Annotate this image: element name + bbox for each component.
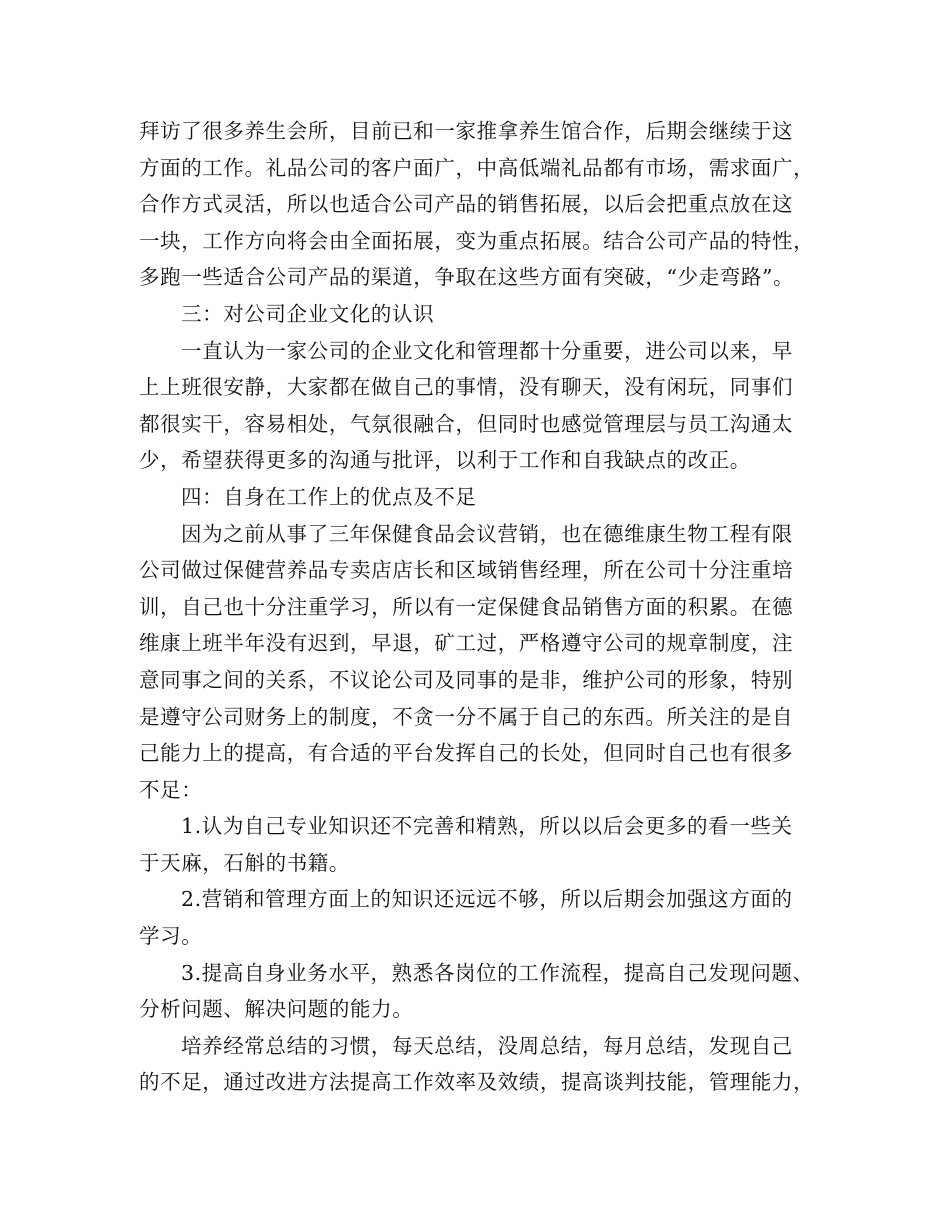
text-line: 四：自身在工作上的优点及不足 bbox=[181, 484, 477, 509]
text-line: 三：对公司企业文化的认识 bbox=[181, 301, 435, 326]
text-line: 都很实干，容易相处，气氛很融合，但同时也感觉管理层与员工沟通太 bbox=[139, 411, 794, 436]
text-line: 少，希望获得更多的沟通与批评，以利于工作和自我缺点的改正。 bbox=[139, 448, 751, 473]
text-line: 的不足，通过改进方法提高工作效率及效绩，提高谈判技能，管理能力， bbox=[139, 1070, 815, 1095]
text-line: 2.营销和管理方面上的知识还远远不够，所以后期会加强这方面的 bbox=[181, 887, 793, 912]
text-line: 培养经常总结的习惯，每天总结，没周总结，每月总结，发现自己 bbox=[181, 1033, 793, 1058]
text-line: 己能力上的提高，有合适的平台发挥自己的长处，但同时自己也有很多 bbox=[139, 741, 794, 766]
text-line: 一直认为一家公司的企业文化和管理都十分重要，进公司以来，早 bbox=[181, 338, 793, 363]
text-line: 合作方式灵活，所以也适合公司产品的销售拓展，以后会把重点放在这 bbox=[139, 192, 794, 217]
text-line: 学习。 bbox=[139, 924, 203, 949]
document-body-text bbox=[139, 113, 821, 1101]
text-line: 意同事之间的关系，不议论公司及同事的是非，维护公司的形象，特别 bbox=[139, 667, 794, 692]
text-line: 因为之前从事了三年保健食品会议营销，也在德维康生物工程有限 bbox=[181, 521, 793, 546]
text-line: 是遵守公司财务上的制度，不贪一分不属于自己的东西。所关注的是自 bbox=[139, 704, 794, 729]
text-line: 一块，工作方向将会由全面拓展，变为重点拓展。结合公司产品的特性， bbox=[139, 228, 815, 253]
text-line: 于天麻，石斛的书籍。 bbox=[139, 850, 350, 875]
text-line: 分析问题、解决问题的能力。 bbox=[139, 997, 414, 1022]
text-line: 训，自己也十分注重学习，所以有一定保健食品销售方面的积累。在德 bbox=[139, 594, 794, 619]
text-line: 公司做过保健营养品专卖店店长和区域销售经理，所在公司十分注重培 bbox=[139, 558, 794, 583]
text-line: 不足： bbox=[139, 777, 203, 802]
text-line: 上上班很安静，大家都在做自己的事情，没有聊天，没有闲玩，同事们 bbox=[139, 375, 794, 400]
text-line: 方面的工作。礼品公司的客户面广，中高低端礼品都有市场，需求面广， bbox=[139, 155, 815, 180]
text-line: 维康上班半年没有迟到，早退，矿工过，严格遵守公司的规章制度，注 bbox=[139, 631, 794, 656]
text-line: 拜访了很多养生会所，目前已和一家推拿养生馆合作，后期会继续于这 bbox=[139, 119, 794, 143]
text-line: 1.认为自己专业知识还不完善和精熟，所以以后会更多的看一些关 bbox=[181, 814, 793, 839]
text-line: 3.提高自身业务水平，熟悉各岗位的工作流程，提高自己发现问题、 bbox=[181, 960, 814, 985]
text-line: 多跑一些适合公司产品的渠道，争取在这些方面有突破，“少走弯路”。 bbox=[139, 265, 795, 290]
